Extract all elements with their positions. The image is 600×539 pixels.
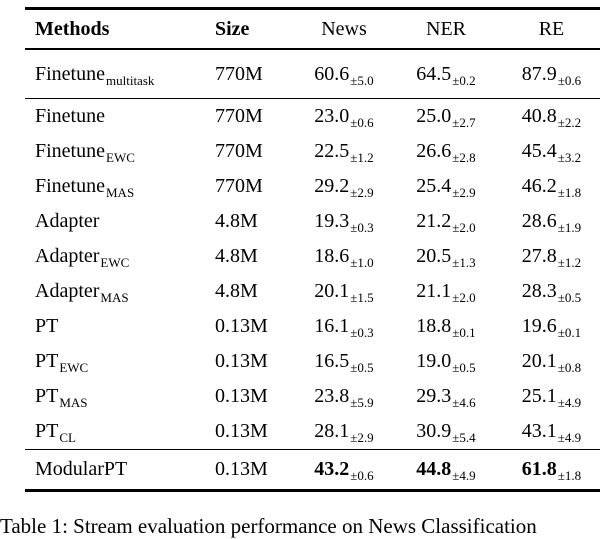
- score-value: 22.5: [314, 140, 350, 162]
- size-cell: 770M: [215, 175, 263, 197]
- table-row: [25, 274, 600, 309]
- size-cell: 0.13M: [215, 385, 268, 407]
- score-value: 16.1: [314, 315, 350, 337]
- method-subscript: CL: [59, 430, 76, 445]
- score-value: 43.1: [521, 420, 557, 442]
- score-stddev: ±1.3: [452, 255, 476, 270]
- results-table-wrap: [25, 7, 590, 492]
- score-stddev: ±5.4: [452, 430, 476, 445]
- score-value: 25.4: [416, 175, 452, 197]
- score-value: 43.2: [314, 458, 350, 480]
- score-stddev: ±1.8: [557, 185, 582, 200]
- score-stddev: ±0.3: [350, 220, 374, 235]
- score-stddev: ±1.8: [557, 468, 582, 483]
- method-cell: Adapter$_{EWC}$: [35, 245, 130, 270]
- score-value: 44.8: [416, 458, 452, 480]
- score-cell-ner: [396, 309, 496, 344]
- score-stddev: ±1.5: [350, 290, 374, 305]
- score-value: 21.2: [416, 210, 452, 232]
- score-value: 27.8: [521, 245, 557, 267]
- score-stddev: ±4.9: [557, 430, 582, 445]
- method-cell: ModularPT: [35, 458, 128, 480]
- score-stddev: ±2.9: [350, 185, 374, 200]
- size-cell: 770M: [215, 62, 263, 85]
- table-group-1: [25, 49, 600, 99]
- score-cell-ner: [396, 239, 496, 274]
- score-stddev: ±1.0: [350, 255, 374, 270]
- score-value: 20.1: [521, 350, 557, 372]
- score-value: 40.8: [521, 105, 557, 127]
- method-cell: $PT_{MAS}$: [35, 385, 88, 410]
- table-row: [25, 239, 600, 274]
- method-subscript: multitask: [106, 72, 155, 88]
- score-stddev: ±2.9: [452, 185, 476, 200]
- score-value: 61.8: [521, 458, 557, 480]
- method-cell: Finetune$_{multitask}$: [35, 62, 155, 88]
- score-stddev: ±0.5: [557, 290, 582, 305]
- score-value: 19.6: [521, 315, 557, 337]
- score-stddev: ±0.1: [557, 325, 582, 340]
- method-subscript: EWC: [100, 255, 130, 270]
- score-stddev: ±1.9: [557, 220, 582, 235]
- score-value: 30.9: [416, 420, 452, 442]
- score-value: 25.0: [416, 105, 452, 127]
- score-stddev: ±5.0: [350, 72, 374, 88]
- score-value: 19.0: [416, 350, 452, 372]
- method-cell: Finetune: [35, 105, 105, 127]
- score-cell-news: [292, 344, 396, 379]
- method-subscript: MAS: [59, 395, 88, 410]
- table-caption: Table 1: Stream evaluation performance on News Classification: [0, 514, 537, 538]
- table-row: [25, 134, 600, 169]
- score-value: 60.6: [314, 62, 350, 85]
- score-value: 20.1: [314, 280, 350, 302]
- size-cell: 4.8M: [215, 245, 258, 267]
- size-cell: 0.13M: [215, 420, 268, 442]
- header-re: RE: [538, 17, 565, 40]
- score-stddev: ±1.2: [350, 150, 374, 165]
- score-stddev: ±3.2: [557, 150, 582, 165]
- score-stddev: ±2.0: [452, 290, 476, 305]
- score-cell-ner: [396, 379, 496, 414]
- score-cell-re: [496, 344, 600, 379]
- header-row: [25, 9, 600, 50]
- table-row: [25, 204, 600, 239]
- score-stddev: ±5.9: [350, 395, 374, 410]
- score-stddev: ±0.2: [452, 72, 476, 88]
- score-stddev: ±4.9: [557, 395, 582, 410]
- score-value: 21.1: [416, 280, 452, 302]
- score-cell-re: [496, 49, 600, 99]
- score-cell-news: [292, 134, 396, 169]
- score-stddev: ±0.8: [557, 360, 582, 375]
- score-cell-re: [496, 99, 600, 135]
- method-cell: $PT_{EWC}$: [35, 350, 89, 375]
- size-cell: 0.13M: [215, 315, 268, 337]
- method-cell: $PT_{CL}$: [35, 420, 76, 445]
- score-value: 23.8: [314, 385, 350, 407]
- score-value: 26.6: [416, 140, 452, 162]
- table-row: [25, 379, 600, 414]
- score-value: 16.5: [314, 350, 350, 372]
- method-subscript: MAS: [100, 290, 129, 305]
- method-cell: Adapter: [35, 210, 100, 232]
- size-cell: 4.8M: [215, 280, 258, 302]
- score-cell-ner: [396, 134, 496, 169]
- score-cell-news: [292, 99, 396, 135]
- score-value: 29.2: [314, 175, 350, 197]
- score-stddev: ±0.5: [452, 360, 476, 375]
- table-row: [25, 99, 600, 135]
- score-stddev: ±1.2: [557, 255, 582, 270]
- score-value: 23.0: [314, 105, 350, 127]
- score-value: 25.1: [521, 385, 557, 407]
- score-value: 28.6: [521, 210, 557, 232]
- score-value: 45.4: [521, 140, 557, 162]
- score-cell-news: [292, 450, 396, 491]
- score-cell-news: [292, 414, 396, 450]
- score-stddev: ±0.6: [557, 72, 582, 88]
- score-cell-ner: [396, 99, 496, 135]
- score-cell-ner: [396, 169, 496, 204]
- score-stddev: ±2.0: [452, 220, 476, 235]
- header-methods: Methods: [35, 17, 110, 40]
- score-value: 46.2: [521, 175, 557, 197]
- score-cell-re: [496, 414, 600, 450]
- score-cell-re: [496, 309, 600, 344]
- method-cell: Finetune$_{MAS}$: [35, 175, 135, 200]
- score-cell-news: [292, 274, 396, 309]
- header-ner: NER: [426, 17, 466, 40]
- method-subscript: EWC: [106, 150, 135, 165]
- table-row: [25, 414, 600, 450]
- score-cell-ner: [396, 344, 496, 379]
- score-cell-re: [496, 169, 600, 204]
- table-row: [25, 49, 600, 99]
- score-cell-ner: [396, 414, 496, 450]
- score-value: 28.3: [521, 280, 557, 302]
- results-table: [25, 7, 600, 492]
- score-cell-news: [292, 204, 396, 239]
- score-value: 19.3: [314, 210, 350, 232]
- score-stddev: ±0.3: [350, 325, 374, 340]
- score-cell-re: [496, 450, 600, 491]
- table-row: [25, 169, 600, 204]
- table-header: [25, 9, 600, 50]
- score-cell-re: [496, 204, 600, 239]
- table-group-3: [25, 450, 600, 491]
- size-cell: 770M: [215, 140, 263, 162]
- score-cell-ner: [396, 204, 496, 239]
- score-value: 64.5: [416, 62, 452, 85]
- method-subscript: MAS: [106, 185, 135, 200]
- score-cell-ner: [396, 274, 496, 309]
- method-cell: Adapter$_{MAS}$: [35, 280, 129, 305]
- size-cell: 0.13M: [215, 458, 268, 480]
- score-cell-re: [496, 239, 600, 274]
- score-cell-news: [292, 49, 396, 99]
- score-value: 20.5: [416, 245, 452, 267]
- score-stddev: ±2.2: [557, 115, 582, 130]
- score-stddev: ±2.7: [452, 115, 476, 130]
- score-stddev: ±0.6: [350, 468, 374, 483]
- score-cell-news: [292, 379, 396, 414]
- score-stddev: ±4.6: [452, 395, 476, 410]
- score-cell-re: [496, 134, 600, 169]
- header-size: Size: [215, 17, 250, 40]
- score-cell-ner: [396, 49, 496, 99]
- score-stddev: ±2.8: [452, 150, 476, 165]
- score-stddev: ±0.5: [350, 360, 374, 375]
- size-cell: 4.8M: [215, 210, 258, 232]
- method-cell: Finetune$_{EWC}$: [35, 140, 135, 165]
- score-cell-re: [496, 379, 600, 414]
- header-news: News: [321, 17, 367, 40]
- table-row: [25, 344, 600, 379]
- table-group-2: [25, 99, 600, 450]
- size-cell: 770M: [215, 105, 263, 127]
- size-cell: 0.13M: [215, 350, 268, 372]
- score-value: 18.6: [314, 245, 350, 267]
- score-stddev: ±4.9: [452, 468, 476, 483]
- score-cell-ner: [396, 450, 496, 491]
- score-value: 18.8: [416, 315, 452, 337]
- score-stddev: ±0.1: [452, 325, 476, 340]
- score-value: 29.3: [416, 385, 452, 407]
- score-value: 28.1: [314, 420, 350, 442]
- score-cell-news: [292, 309, 396, 344]
- table-row: [25, 450, 600, 491]
- method-cell: PT: [35, 315, 59, 337]
- score-cell-re: [496, 274, 600, 309]
- score-cell-news: [292, 239, 396, 274]
- score-stddev: ±0.6: [350, 115, 374, 130]
- score-value: 87.9: [521, 62, 557, 85]
- score-stddev: ±2.9: [350, 430, 374, 445]
- table-row: [25, 309, 600, 344]
- method-subscript: EWC: [59, 360, 89, 375]
- score-cell-news: [292, 169, 396, 204]
